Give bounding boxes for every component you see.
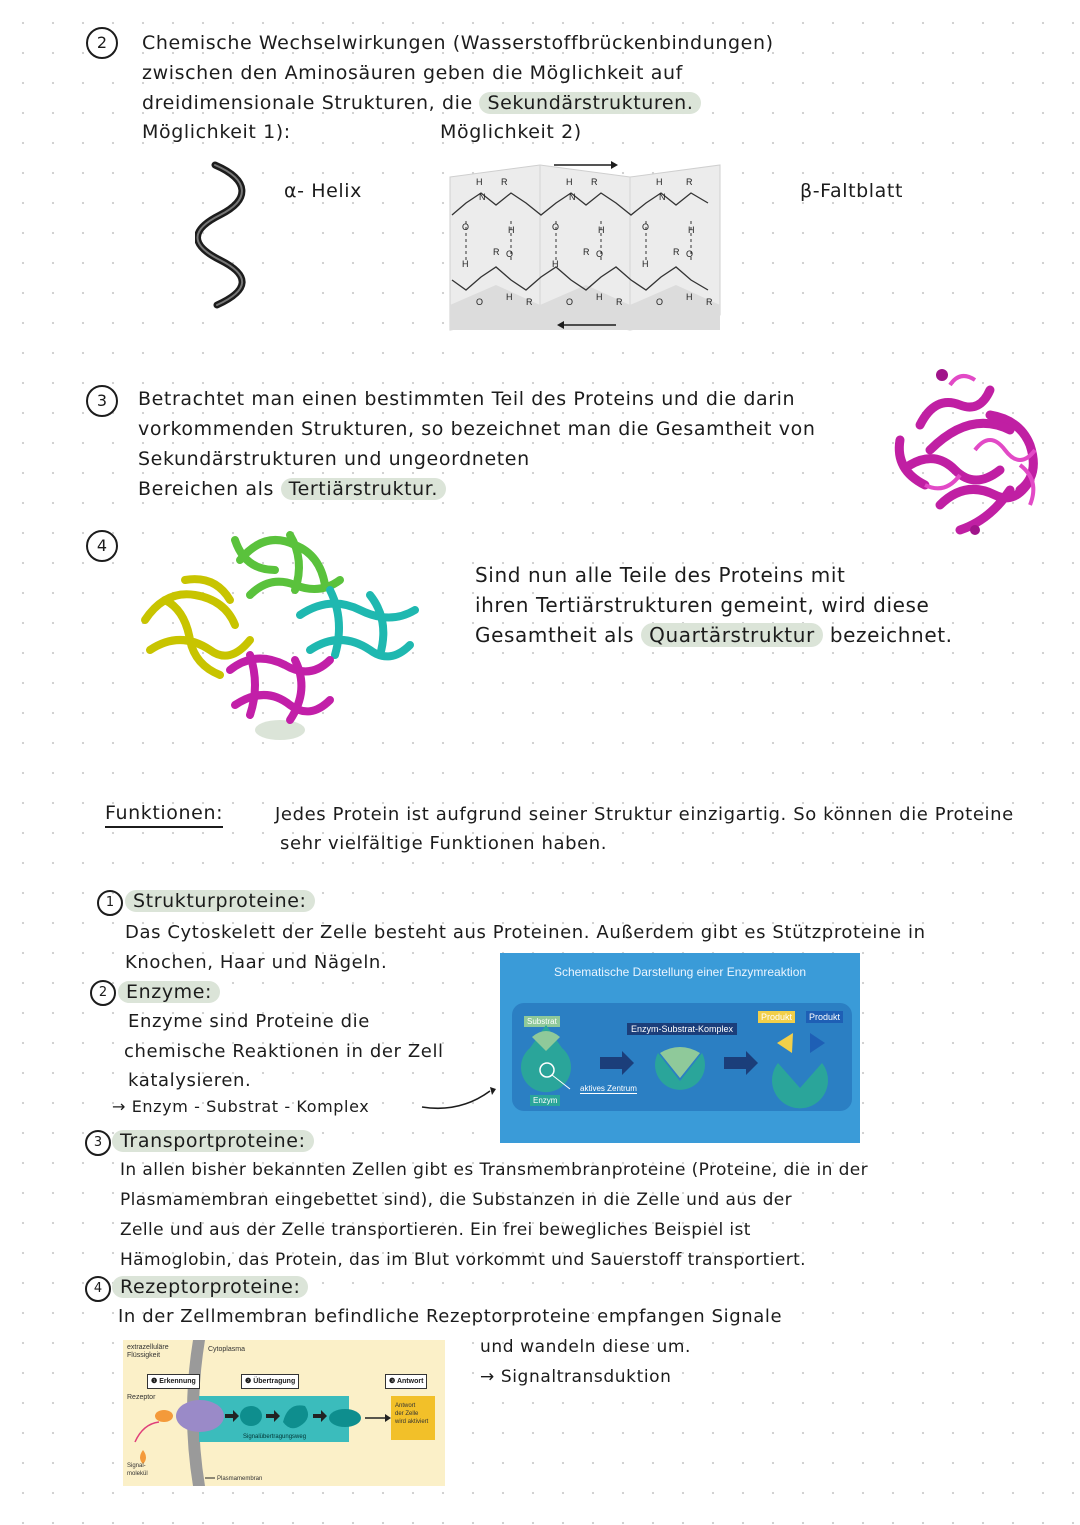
tertiary-protein-image	[880, 355, 1070, 545]
signal-label: Signal- molekül	[127, 1463, 148, 1477]
section4-line3-prefix: Gesamtheit als	[475, 623, 635, 647]
transport-line1: In allen bisher bekannten Zellen gibt es Transmembranproteine (Proteine, die in der	[120, 1160, 869, 1180]
section4-line3	[475, 620, 953, 650]
enzymes-line1: Enzyme sind Proteine die	[128, 1011, 370, 1032]
svg-text:H: H	[642, 259, 649, 269]
svg-text:O: O	[462, 222, 470, 232]
enzym-label: Enzym	[530, 1095, 560, 1106]
complex-label: Enzym-Substrat-Komplex	[627, 1023, 737, 1035]
section4-line3-suffix: bezeichnet.	[829, 623, 953, 647]
svg-text:O: O	[656, 297, 664, 307]
svg-text:R: R	[493, 247, 500, 257]
svg-text:H: H	[462, 259, 469, 269]
svg-text:R: R	[673, 247, 680, 257]
svg-text:H: H	[506, 292, 513, 302]
svg-text:H: H	[686, 292, 693, 302]
svg-text:O: O	[476, 297, 484, 307]
enzyme-diagram-title: Schematische Darstellung einer Enzymreaktion	[553, 965, 807, 979]
svg-text:R: R	[686, 177, 693, 187]
enzymes-line3: katalysieren.	[128, 1070, 252, 1091]
svg-text:H: H	[566, 177, 573, 187]
svg-text:R: R	[616, 297, 623, 307]
section2-line3	[142, 88, 701, 118]
enzymes-heading-text: Enzyme:	[118, 981, 220, 1003]
svg-text:O: O	[596, 249, 604, 259]
cytoplasm-label: Cytoplasma	[208, 1346, 245, 1353]
tertiaerstruktur-term: Tertiärstruktur.	[281, 478, 446, 500]
svg-text:H: H	[656, 177, 663, 187]
svg-text:R: R	[583, 247, 590, 257]
transport-line2: Plasmamembran eingebettet sind), die Substanzen in die Zelle und aus der	[120, 1190, 793, 1210]
functions-line2: sehr vielfältige Funktionen haben.	[280, 833, 608, 854]
svg-text:O: O	[506, 249, 514, 259]
extracellular-label: extrazelluläre Flüssigkeit	[127, 1344, 169, 1359]
svg-text:H: H	[596, 292, 603, 302]
enzymes-line4: → Enzym - Substrat - Komplex	[112, 1097, 370, 1116]
svg-text:O: O	[642, 222, 650, 232]
struct-proteins-heading-text: Strukturproteine:	[125, 890, 315, 912]
svg-text:H: H	[476, 177, 483, 187]
struct-proteins-line2: Knochen, Haar und Nägeln.	[125, 952, 388, 973]
receptor-label: Rezeptor	[127, 1394, 156, 1401]
step3-label: ❸ Antwort	[385, 1374, 427, 1389]
section2-line2: zwischen den Aminosäuren geben die Möglichkeit auf	[142, 62, 683, 84]
svg-text:H: H	[508, 225, 515, 235]
receptor-line3: → Signaltransduktion	[480, 1367, 672, 1387]
helix-label: α- Helix	[284, 180, 362, 202]
response-label: Antwort der Zelle wird aktiviert	[395, 1403, 429, 1425]
functions-line1: Jedes Protein ist aufgrund seiner Struktur einzigartig. So können die Proteine	[275, 804, 1014, 825]
produkt-label-1: Produkt	[758, 1011, 795, 1023]
svg-text:O: O	[686, 249, 694, 259]
section3-line2: vorkommenden Strukturen, so bezeichnet man die Gesamtheit von	[138, 418, 816, 440]
section3-line4	[138, 474, 446, 504]
section2-line3-prefix: dreidimensionale Strukturen, die	[142, 92, 473, 114]
enzymes-line2: chemische Reaktionen in der Zell	[124, 1041, 444, 1062]
receptor-heading	[112, 1272, 308, 1302]
option2-label: Möglichkeit 2)	[440, 121, 582, 143]
svg-text:N: N	[479, 192, 486, 202]
enzymes-heading	[118, 977, 220, 1007]
substrat-label: Substrat	[524, 1016, 560, 1027]
quartaerstruktur-term: Quartärstruktur	[641, 623, 823, 647]
section3-line1: Betrachtet man einen bestimmten Teil des Proteins und die darin	[138, 388, 796, 410]
enzyme-reaction-shapes	[500, 953, 860, 1143]
svg-text:R: R	[501, 177, 508, 187]
svg-text:R: R	[706, 297, 713, 307]
transport-number: 3	[85, 1130, 111, 1156]
section4-number: 4	[86, 530, 118, 562]
struct-proteins-line1: Das Cytoskelett der Zelle besteht aus Proteinen. Außerdem gibt es Stützproteine in	[125, 922, 926, 943]
alpha-helix-drawing	[195, 160, 255, 310]
step1-label: ❶ Erkennung	[147, 1374, 200, 1389]
receptor-line2: und wandeln diese um.	[480, 1337, 692, 1357]
receptor-number: 4	[85, 1276, 111, 1302]
step2-label: ❷ Übertragung	[241, 1374, 299, 1389]
arrow-to-diagram-icon	[420, 1085, 500, 1115]
struct-proteins-heading	[125, 886, 315, 916]
svg-text:H: H	[598, 225, 605, 235]
section3-line3: Sekundärstrukturen und ungeordneten	[138, 448, 530, 470]
svg-text:O: O	[566, 297, 574, 307]
section2-number: 2	[86, 27, 118, 59]
svg-text:R: R	[591, 177, 598, 187]
svg-text:O: O	[552, 222, 560, 232]
sheet-label: β-Faltblatt	[800, 180, 904, 202]
section4-line2: ihren Tertiärstrukturen gemeint, wird diese	[475, 593, 930, 617]
transport-heading	[112, 1126, 314, 1156]
option1-label: Möglichkeit 1):	[142, 121, 291, 143]
svg-text:N: N	[569, 192, 576, 202]
svg-text:R: R	[526, 297, 533, 307]
section4-line1: Sind nun alle Teile des Proteins mit	[475, 563, 846, 587]
section3-number: 3	[86, 385, 118, 417]
svg-text:N: N	[659, 192, 666, 202]
active-site-label: aktives Zentrum	[580, 1084, 637, 1093]
receptor-heading-text: Rezeptorproteine:	[112, 1276, 308, 1298]
pathway-label: Signalübertragungsweg	[243, 1434, 307, 1440]
functions-heading: Funktionen:	[105, 800, 223, 828]
svg-text:H: H	[688, 225, 695, 235]
receptor-line1: In der Zellmembran befindliche Rezeptorproteine empfangen Signale	[118, 1306, 783, 1327]
receptor-diagram	[123, 1340, 445, 1486]
transport-line4: Hämoglobin, das Protein, das im Blut vorkommt und Sauerstoff transportiert.	[120, 1250, 806, 1270]
sekundaerstruktur-term: Sekundärstrukturen.	[479, 92, 701, 114]
section2-line1: Chemische Wechselwirkungen (Wasserstoffbrückenbindungen)	[142, 32, 774, 54]
beta-sheet-drawing	[446, 155, 724, 335]
membrane-label: Plasmamembran	[217, 1476, 263, 1482]
produkt-label-2: Produkt	[806, 1011, 843, 1023]
quaternary-protein-image	[130, 520, 430, 745]
struct-proteins-number: 1	[97, 890, 123, 916]
transport-line3: Zelle und aus der Zelle transportieren. Ein frei bewegliches Beispiel ist	[120, 1220, 751, 1240]
section3-line4-prefix: Bereichen als	[138, 478, 274, 500]
enzymes-number: 2	[90, 980, 116, 1006]
transport-heading-text: Transportproteine:	[112, 1130, 314, 1152]
enzyme-diagram	[500, 953, 860, 1143]
svg-text:H: H	[552, 259, 559, 269]
